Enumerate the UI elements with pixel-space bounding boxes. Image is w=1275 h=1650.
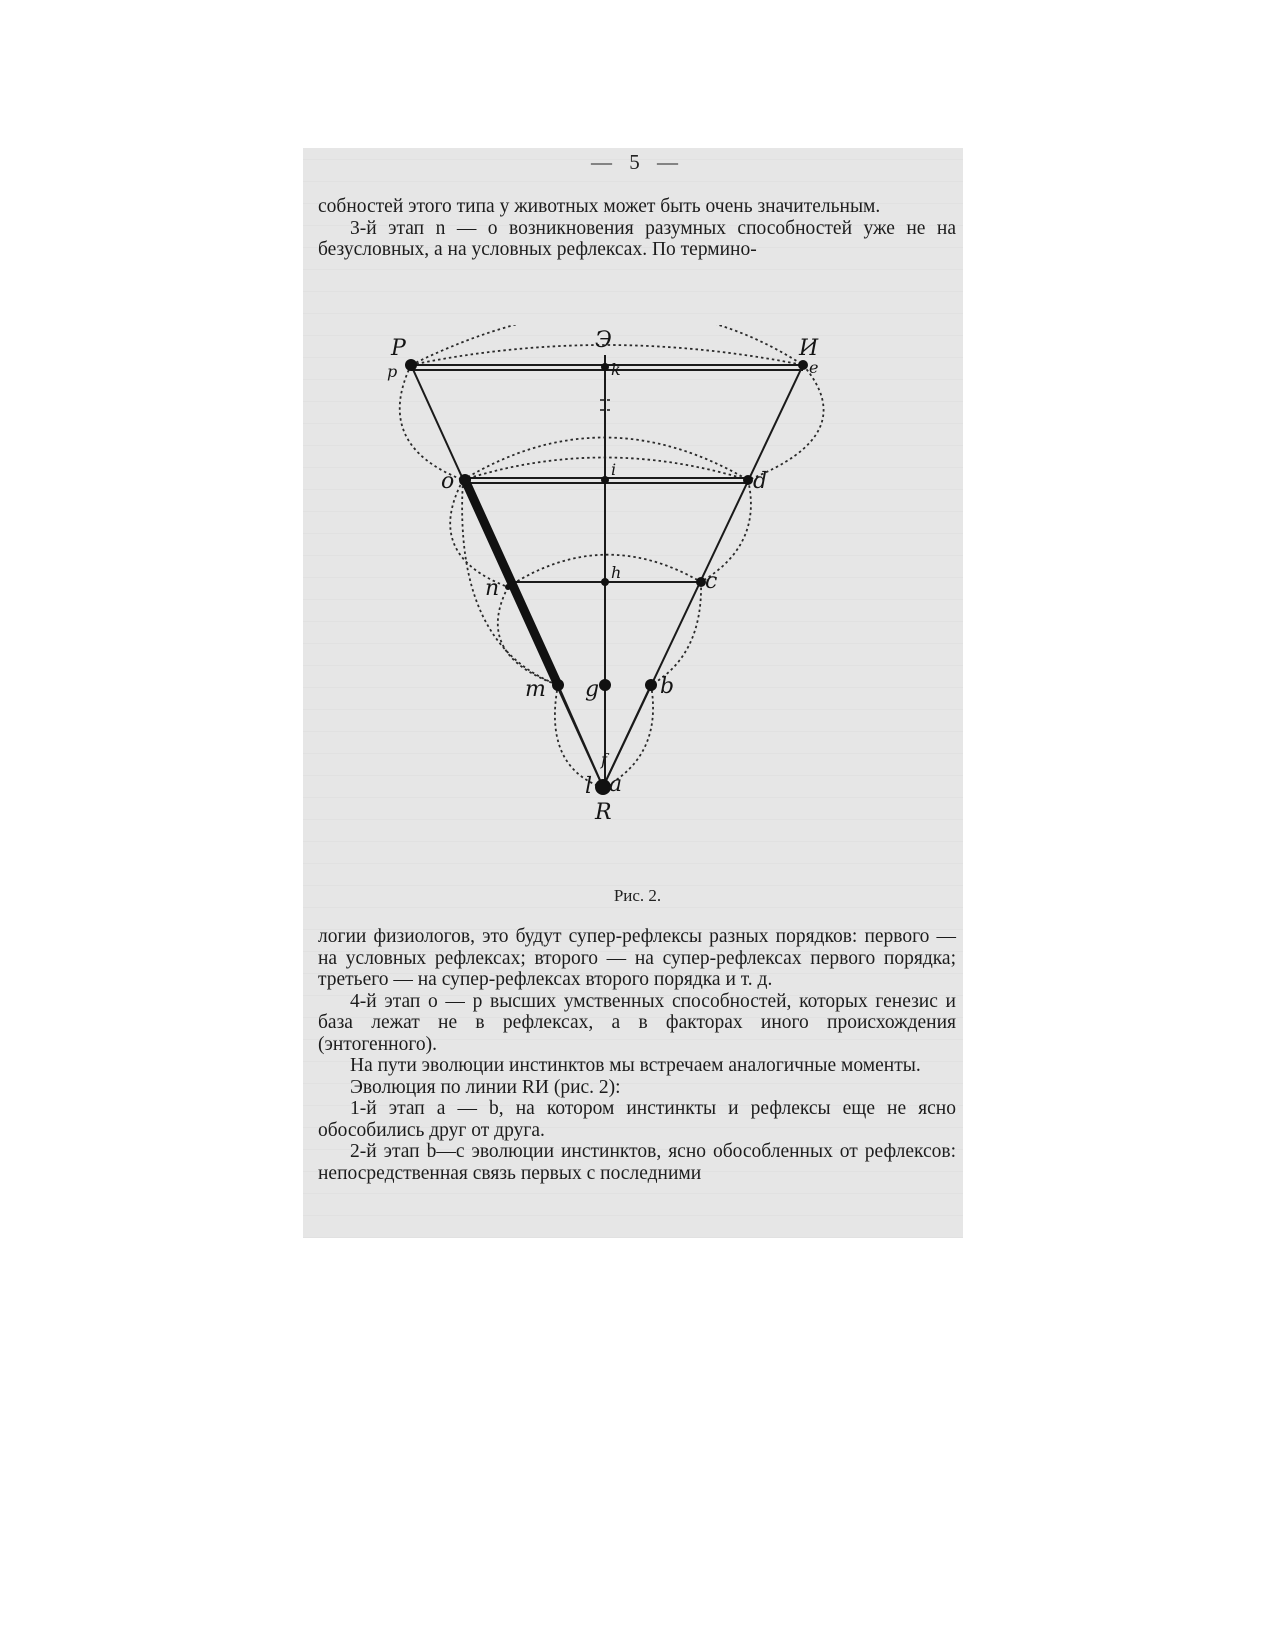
bottom-text-block [318,926,956,1184]
point-m [552,679,564,691]
point-i [601,476,609,484]
point-h [601,578,609,586]
paragraph: 1-й этап a — b, на котором инстинкты и рефлексы еще не ясно обособились друг от друга. [318,1098,956,1141]
label-U: И [799,336,819,361]
paragraph: 4-й этап o — p высших умственных способностей, которых генезис и база лежат не в рефлексах, а в факторах иного происхождения (энтогенного). [318,990,956,1055]
paragraph: На пути эволюции инстинктов мы встречаем аналогичные моменты. [350,1055,921,1076]
point-b [645,679,657,691]
page-number: — 5 — [591,150,684,174]
label-E: Э [595,328,612,353]
point-k [601,363,609,371]
paragraph: 3-й этап n — o возникновения разумных способностей уже не на безусловных, а на условных рефлексах. По термино- [318,217,956,260]
point-o [459,474,471,486]
label-p: p [387,362,398,381]
paragraph: логии физиологов, это будут супер-рефлексы разных порядков: первого — на условных рефлексах; второго — на супер-рефлексах первого порядка; третьего — на супер-рефлексах второго порядка и т. д. [318,926,956,990]
paragraph: Эволюция по линии RИ (рис. 2): [350,1076,621,1098]
point-p [405,359,417,371]
dotted-arc-right-outer [748,365,824,480]
label-h: h [611,563,622,582]
paragraph: 2-й этап b—c эволюции инстинктов, ясно обособленных от рефлексов: непосредственная связь первых с последними [318,1141,956,1184]
label-l: l [585,774,593,799]
label-o: o [441,469,455,494]
point-g [599,679,611,691]
label-f: f [601,750,607,769]
point-d [743,475,753,485]
dotted-arc-left-outer [400,365,463,480]
figure-caption: Рис. 2. [613,886,662,905]
label-g: g [585,677,600,702]
label-b: b [660,674,675,699]
label-P: P [391,336,406,361]
top-text-block [318,196,956,261]
label-i: i [611,460,617,479]
label-m: m [525,677,546,702]
label-e: e [809,358,819,377]
figure-2-diagram [303,325,963,865]
label-R: R [595,800,612,825]
point-n [505,584,511,590]
dotted-arc-left-o-n [450,480,508,587]
label-a: a [609,772,623,797]
label-d: d [753,469,768,494]
point-e [798,360,808,370]
label-k: k [611,360,621,379]
label-n: n [485,576,500,601]
paragraph: собностей этого типа у животных может быть очень значительным. [318,196,881,217]
label-c: c [705,569,718,594]
